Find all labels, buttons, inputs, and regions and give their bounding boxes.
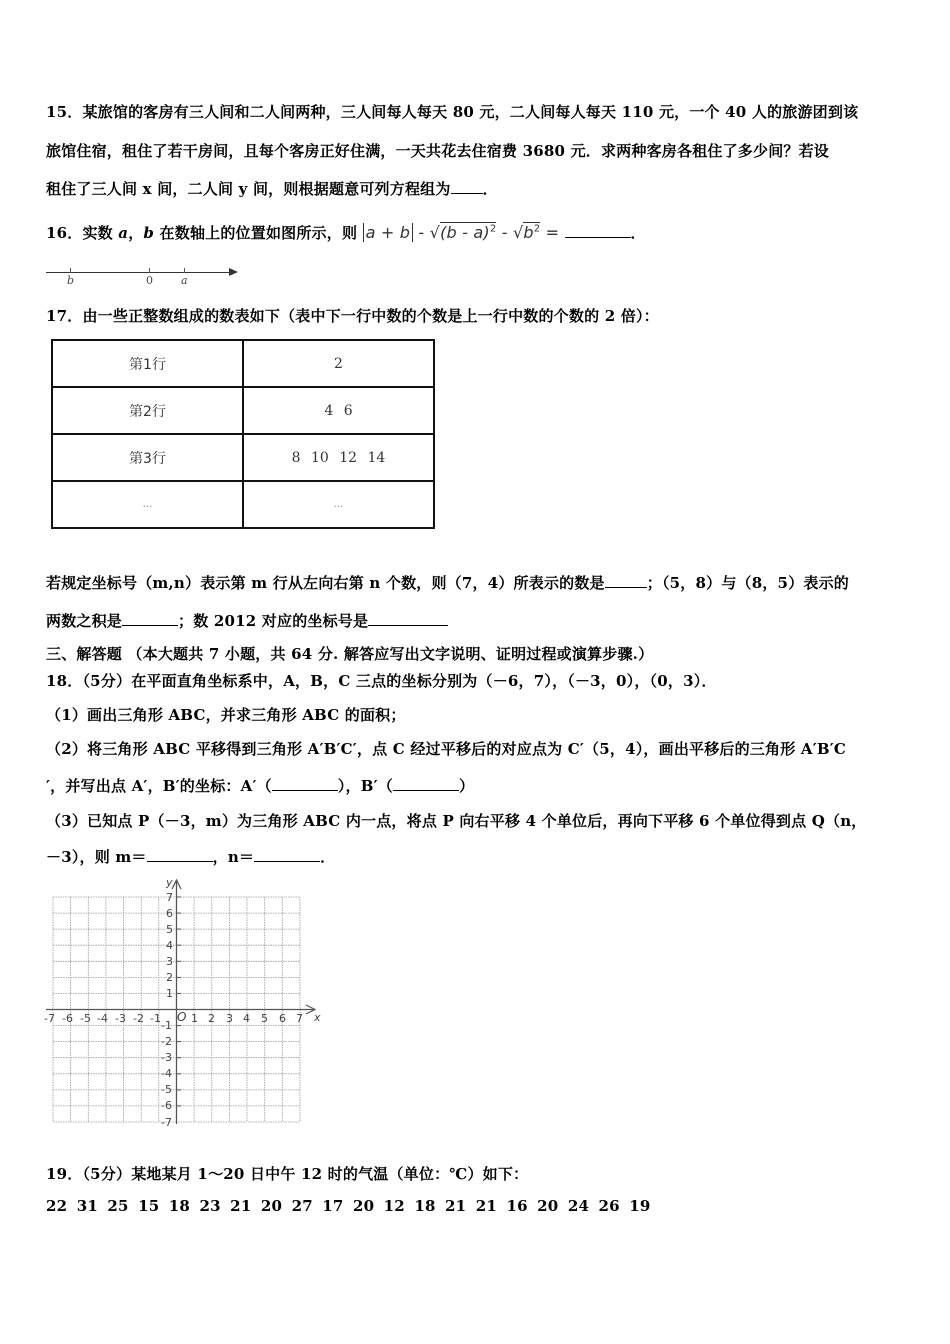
q17-text-b: ；（5，8）与（8，5）表示的 [646,574,849,592]
svg-text:-1: -1 [150,1012,161,1025]
svg-text:5: 5 [261,1012,268,1025]
sqrt-content-1 [440,222,496,242]
row-values: … [243,481,434,528]
q15-line-2: 旅馆住宿，租住了若干房间，且每个客房正好住满，一天共花去住宿费 3680 元．求两种客房各租住了多少间？若设 [46,142,829,160]
q18-part-3-line-2 [46,846,335,867]
q17-blank-2[interactable] [122,611,178,626]
row-label: … [52,481,243,528]
number-line-axis [46,272,231,273]
sqrt-1-exponent: 2 [489,223,497,235]
svg-text:-4: -4 [161,1067,172,1080]
svg-text:-3: -3 [161,1051,172,1064]
q17-text-d: ；数 2012 对应的坐标号是 [178,612,369,630]
q16-end: ． [630,224,646,242]
origin-label: O [177,1010,187,1024]
sqrt-2-exponent: 2 [533,223,541,235]
svg-text:4: 4 [166,939,173,952]
svg-text:-3: -3 [115,1012,126,1025]
svg-text:5: 5 [166,923,173,936]
q16-mid: 在数轴上的位置如图所示，则 [154,224,363,242]
row-values: 8 10 12 14 [243,434,434,481]
svg-text:2: 2 [166,971,173,984]
svg-text:-2: -2 [161,1035,172,1048]
label-zero: 0 [146,274,153,287]
q18-text-e: ，n＝ [212,848,255,866]
arrow-right-icon [229,268,238,276]
minus-sign: - [413,223,430,242]
svg-text:-5: -5 [161,1083,172,1096]
q15-line-3-text: 租住了三人间 x 间，二人间 y 间，则根据题意可列方程组为 [46,180,451,198]
row-values: 2 [243,340,434,387]
svg-text:3: 3 [226,1012,233,1025]
svg-text:-4: -4 [97,1012,108,1025]
q18-text-f: ． [320,848,336,866]
q16-prefix: 16．实数 [46,224,119,242]
tick-a [184,268,185,273]
q16-sep: ， [128,224,144,242]
q16-var-b: b [143,224,155,242]
svg-text:-2: -2 [133,1012,144,1025]
q18-part-1: （1）画出三角形 ABC，并求三角形 ABC 的面积； [46,706,406,724]
q19-temperatures: 22 31 25 15 18 23 21 20 27 17 20 12 18 21 21 16 20 24 26 19 [46,1197,651,1215]
svg-text:7: 7 [166,891,173,904]
sqrt-icon: √ [429,223,441,242]
q18-part-2-line-2 [46,775,474,796]
svg-text:-7: -7 [161,1116,172,1129]
svg-text:-7: -7 [44,1012,55,1025]
row-label: 第3行 [52,434,243,481]
q18-part-2-line-1: （2）将三角形 ABC 平移得到三角形 A′B′C′，点 C 经过平移后的对应点为 C′（5，4），画出平移后的三角形 A′B′C [46,740,847,758]
svg-text:1: 1 [191,1012,198,1025]
row-label: 第1行 [52,340,243,387]
x-axis-label: x [314,1011,321,1024]
table-row [52,481,434,528]
table-row [52,340,434,387]
sqrt-1-base: (b - a) [440,223,490,242]
label-b: b [67,274,75,287]
q16-answer-blank[interactable] [565,223,631,238]
q18-part-3-line-1: （3）已知点 P（－3，m）为三角形 ABC 内一点，将点 P 向右平移 4 个单位后，再向下平移 6 个单位得到点 Q（n， [46,812,867,830]
svg-text:6: 6 [166,907,173,920]
q17-blank-1[interactable] [605,573,647,588]
number-line-figure [46,262,241,290]
number-table [51,339,435,529]
tick-b [70,268,71,273]
q17-line-2 [46,610,448,631]
m-blank[interactable] [147,847,213,862]
a-prime-blank[interactable] [272,776,338,791]
svg-text:6: 6 [279,1012,286,1025]
q17-blank-3[interactable] [368,611,448,626]
row-label: 第2行 [52,387,243,434]
q18-text-b: ），B′（ [337,777,393,795]
label-a: a [181,274,188,287]
abs-expression: a + b [363,223,414,242]
svg-text:-5: -5 [80,1012,91,1025]
q16-expression [363,222,565,242]
q16-line [46,222,646,243]
sqrt-icon-2: √ [512,223,524,242]
q15-answer-blank[interactable] [451,179,483,194]
section-3-heading: 三、解答题 （本大题共 7 小题，共 64 分. 解答应写出文字说明、证明过程或演算步骤.） [46,645,654,663]
y-axis-label: y [166,876,173,889]
q15-line-3 [46,178,498,199]
table-row [52,434,434,481]
q17-line-1 [46,572,849,593]
q15-line-3-end: ． [482,180,498,198]
svg-text:-6: -6 [161,1099,172,1112]
minus-sign-2: - [496,223,513,242]
sqrt-content-2 [523,222,540,242]
q15-line-1: 15．某旅馆的客房有三人间和二人间两种，三人间每人每天 80 元，二人间每人每天 110 元，一个 40 人的旅游团到该 [46,103,859,121]
b-prime-blank[interactable] [393,776,459,791]
q16-var-a: a [118,224,129,242]
q18-text-a: ′，并写出点 A′，B′的坐标：A′（ [46,777,272,795]
svg-text:1: 1 [166,987,173,1000]
coordinate-grid [42,872,327,1130]
svg-text:-6: -6 [62,1012,73,1025]
svg-text:7: 7 [296,1012,303,1025]
tick-zero [149,268,150,273]
table-row [52,387,434,434]
q17-text-a: 若规定坐标号（m,n）表示第 m 行从左向右第 n 个数，则（7，4）所表示的数是 [46,574,605,592]
n-blank[interactable] [254,847,320,862]
svg-text:2: 2 [208,1012,215,1025]
svg-text:4: 4 [243,1012,250,1025]
q17-intro: 17．由一些正整数组成的数表如下（表中下一行中数的个数是上一行中数的个数的 2 倍）： [46,307,659,325]
coordinate-grid-svg [42,872,327,1130]
q19-intro: 19．（5分）某地某月 1～20 日中午 12 时的气温（单位：℃）如下： [46,1165,529,1183]
svg-text:3: 3 [166,955,173,968]
sqrt-2-base: b [523,223,534,242]
equals-sign: = [540,223,565,242]
svg-text:-1: -1 [161,1019,172,1032]
row-values: 4 6 [243,387,434,434]
q18-text-d: －3），则 m＝ [46,848,147,866]
q18-text-c: ） [458,777,475,795]
q17-text-c: 两数之积是 [46,612,123,630]
q18-intro: 18．（5分）在平面直角坐标系中，A，B，C 三点的坐标分别为（－6，7），（－3，0），（0，3）． [46,672,717,690]
